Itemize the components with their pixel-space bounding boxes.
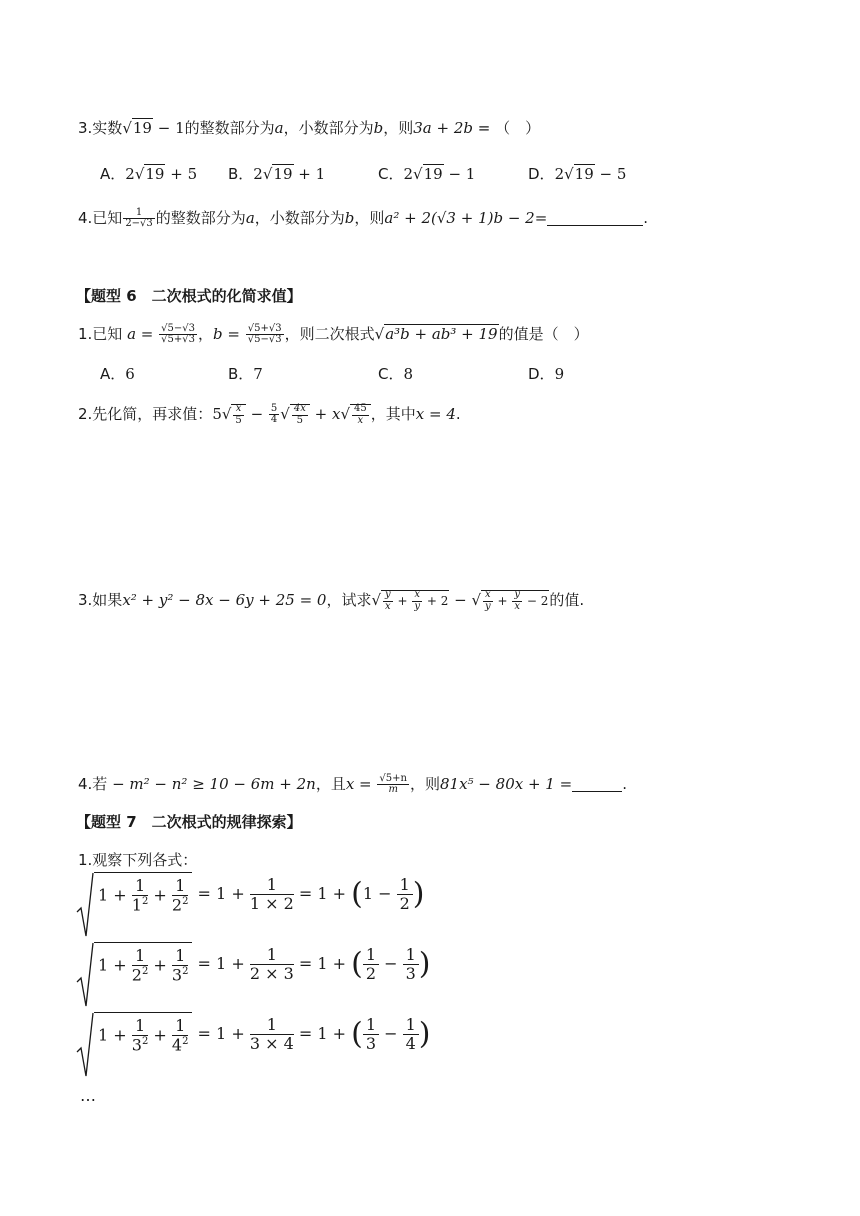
s6q1-option-b: B．7 — [228, 365, 263, 383]
pattern-row: 1 + $\frac{1}{3^2}$ + $\frac{1}{4^2}$ = 1 + $\frac{1}{3 \times 4}$ = 1 + ( $\frac{1}{3}$ − $\frac{1}{4}$ ) — [76, 1012, 430, 1078]
q3-option-d: D．2√19 − 5 — [528, 165, 627, 183]
pattern-radical: 1 + $\frac{1}{3^2}$ + $\frac{1}{4^2}$ — [76, 1012, 192, 1057]
section6-question-4: 4.若 − m² − n² ≥ 10 − 6m + 2n，且x = $\frac{√5+n}{m}$ ，则81x⁵ − 80x + 1 = . — [78, 772, 627, 795]
pattern-term-b: $\frac{1}{3}$ — [403, 946, 419, 984]
ellipsis: … — [80, 1086, 96, 1105]
question-3: 3.实数√19 − 1的整数部分为a，小数部分为b，则3a + 2b = （ ） — [78, 119, 541, 137]
s6q1-radicand: a³b + ab³ + 19 — [385, 325, 498, 343]
pattern-term-b: $\frac{1}{2}$ — [397, 876, 413, 914]
s6q4-answer-blank[interactable] — [572, 773, 622, 792]
s6q4-expression: 81x⁵ − 80x + 1 = — [439, 775, 573, 793]
section7-question-1-stem: 1.观察下列各式： — [78, 851, 198, 869]
s6q1-option-a: A．6 — [100, 365, 135, 383]
section-6-title: 【题型 6 二次根式的化简求值】 — [76, 287, 302, 305]
s6q3-equation: x² + y² − 8x − 6y + 25 = 0 — [122, 591, 327, 609]
q3-stem: 3.实数 — [78, 119, 123, 137]
q3-option-c: C．2√19 − 1 — [378, 165, 476, 183]
section-7-title: 【题型 7 二次根式的规律探索】 — [76, 813, 302, 831]
s6q1-option-d: D．9 — [528, 365, 565, 383]
q4-fraction: $\frac{1}{2-√3}$ — [125, 206, 153, 229]
pattern-radical: 1 + $\frac{1}{1^2}$ + $\frac{1}{2^2}$ — [76, 872, 192, 917]
q4-answer-blank[interactable] — [547, 207, 643, 226]
q3-radicand: 19 — [132, 119, 152, 137]
pattern-term-a: 1 — [362, 884, 373, 904]
q4-expression: a² + 2(√3 + 1)b − 2= — [384, 209, 548, 227]
question-4: 4.已知 $\frac{1}{2-√3}$ 的整数部分为a，小数部分为b，则a² + 2(√3 + 1)b − 2= . — [78, 206, 649, 229]
q3-expression: 3a + 2b — [413, 119, 473, 137]
pattern-row: 1 + $\frac{1}{1^2}$ + $\frac{1}{2^2}$ = 1 + $\frac{1}{1 \times 2}$ = 1 + (1 − $\frac{1}{2}$ ) — [76, 872, 424, 938]
pattern-term-a: $\frac{1}{3}$ — [363, 1016, 379, 1054]
q3-option-a: A．2√19 + 5 — [100, 165, 198, 183]
section6-question-2: 2.先化简，再求值：5√ $\frac{x}{5}$ − $\frac{5}{4}$ √ $\frac{4x}{5}$ + x√ $\frac{45}{x}$ ，其中x = 4. — [78, 402, 461, 426]
s6q4-inequality: − m² − n² ≥ 10 − 6m + 2n — [107, 775, 316, 793]
section6-question-1: 1.已知 a = $\frac{√5-√3}{√5+√3}$ ，b = $\frac{√5+√3}{√5-√3}$ ，则二次根式√a³b + ab³ + 19的值是（ ） — [78, 322, 589, 345]
pattern-term-a: $\frac{1}{2}$ — [363, 946, 379, 984]
pattern-radical: 1 + $\frac{1}{2^2}$ + $\frac{1}{3^2}$ — [76, 942, 192, 987]
pattern-row: 1 + $\frac{1}{2^2}$ + $\frac{1}{3^2}$ = 1 + $\frac{1}{2 \times 3}$ = 1 + ( $\frac{1}{2}$ − $\frac{1}{3}$ ) — [76, 942, 430, 1008]
section6-question-3: 3.如果x² + y² − 8x − 6y + 25 = 0，试求√ $\frac{y}{x}$ + $\frac{x}{y}$ + 2 − √ $\frac{x}{y}$ + $\frac{y}{x}$ − 2的值. — [78, 589, 585, 612]
q3-option-b: B．2√19 + 1 — [228, 165, 326, 183]
s6q1-option-c: C．8 — [378, 365, 414, 383]
pattern-term-b: $\frac{1}{4}$ — [403, 1016, 419, 1054]
